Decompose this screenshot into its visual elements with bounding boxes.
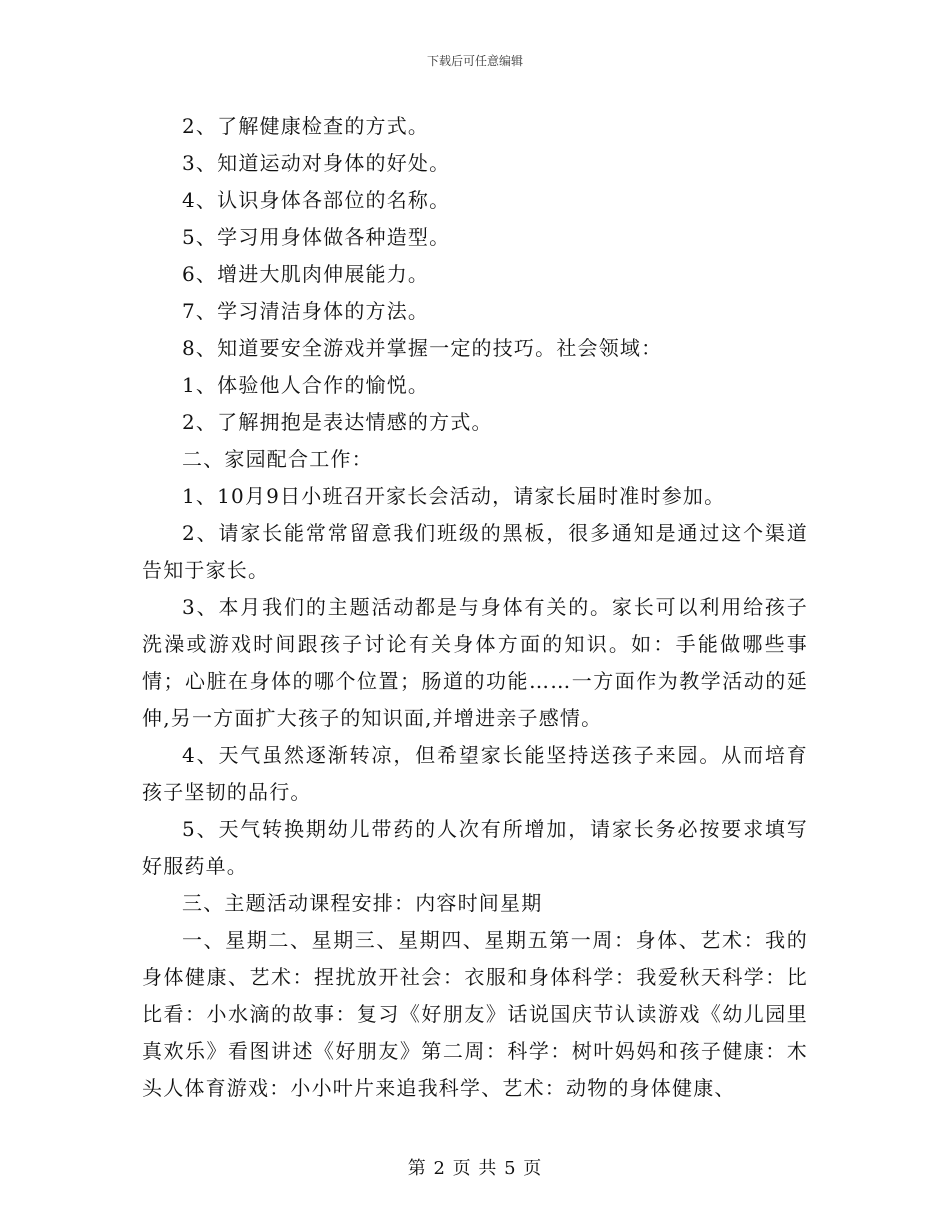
document-body: [142, 108, 808, 1107]
paragraph: 2、了解健康检查的方式。: [182, 114, 430, 138]
paragraph: 6、增进大肌肉伸展能力。: [182, 262, 430, 286]
section-heading: 三、主题活动课程安排：内容时间星期: [182, 891, 543, 915]
page-number: 第 2 页 共 5 页: [407, 1158, 543, 1179]
paragraph: 4、天气虽然逐渐转凉，但希望家长能坚持送孩子来园。从而培育孩子坚韧的品行。: [142, 743, 808, 804]
paragraph: 2、请家长能常常留意我们班级的黑板，很多通知是通过这个渠道告知于家长。: [142, 521, 808, 582]
paragraph: 7、学习清洁身体的方法。: [182, 299, 430, 323]
paragraph: 1、10月9日小班召开家长会活动，请家长届时准时参加。: [182, 484, 726, 508]
paragraph: 1、体验他人合作的愉悦。: [182, 373, 430, 397]
paragraph: 3、本月我们的主题活动都是与身体有关的。家长可以利用给孩子洗澡或游戏时间跟孩子讨论有关身体方面的知识。如：手能做哪些事情；心脏在身体的哪个位置；肠道的功能……一方面作为教学活动的延伸,另一方面扩大孩子的知识面,并增进亲子感情。: [142, 595, 808, 730]
paragraph: 5、天气转换期幼儿带药的人次有所增加，请家长务必按要求填写好服药单。: [142, 817, 808, 878]
paragraph: 4、认识身体各部位的名称。: [182, 188, 451, 212]
paragraph: 5、学习用身体做各种造型。: [182, 225, 451, 249]
paragraph: 2、了解拥抱是表达情感的方式。: [182, 410, 493, 434]
page-header-note: 下载后可任意编辑: [426, 54, 523, 68]
paragraph: 3、知道运动对身体的好处。: [182, 151, 451, 175]
section-heading: 二、家园配合工作：: [182, 447, 373, 471]
paragraph: 8、知道要安全游戏并掌握一定的技巧。社会领域：: [182, 336, 663, 360]
paragraph: 一、星期二、星期三、星期四、星期五第一周：身体、艺术：我的身体健康、艺术：捏扰放开社会：衣服和身体科学：我爱秋天科学：比比看：小水滴的故事：复习《好朋友》话说国庆节认读游戏《幼儿园里真欢乐》看图讲述《好朋友》第二周：科学：树叶妈妈和孩子健康：木头人体育游戏：小小叶片来追我科学、艺术：动物的身体健康、: [142, 928, 808, 1100]
